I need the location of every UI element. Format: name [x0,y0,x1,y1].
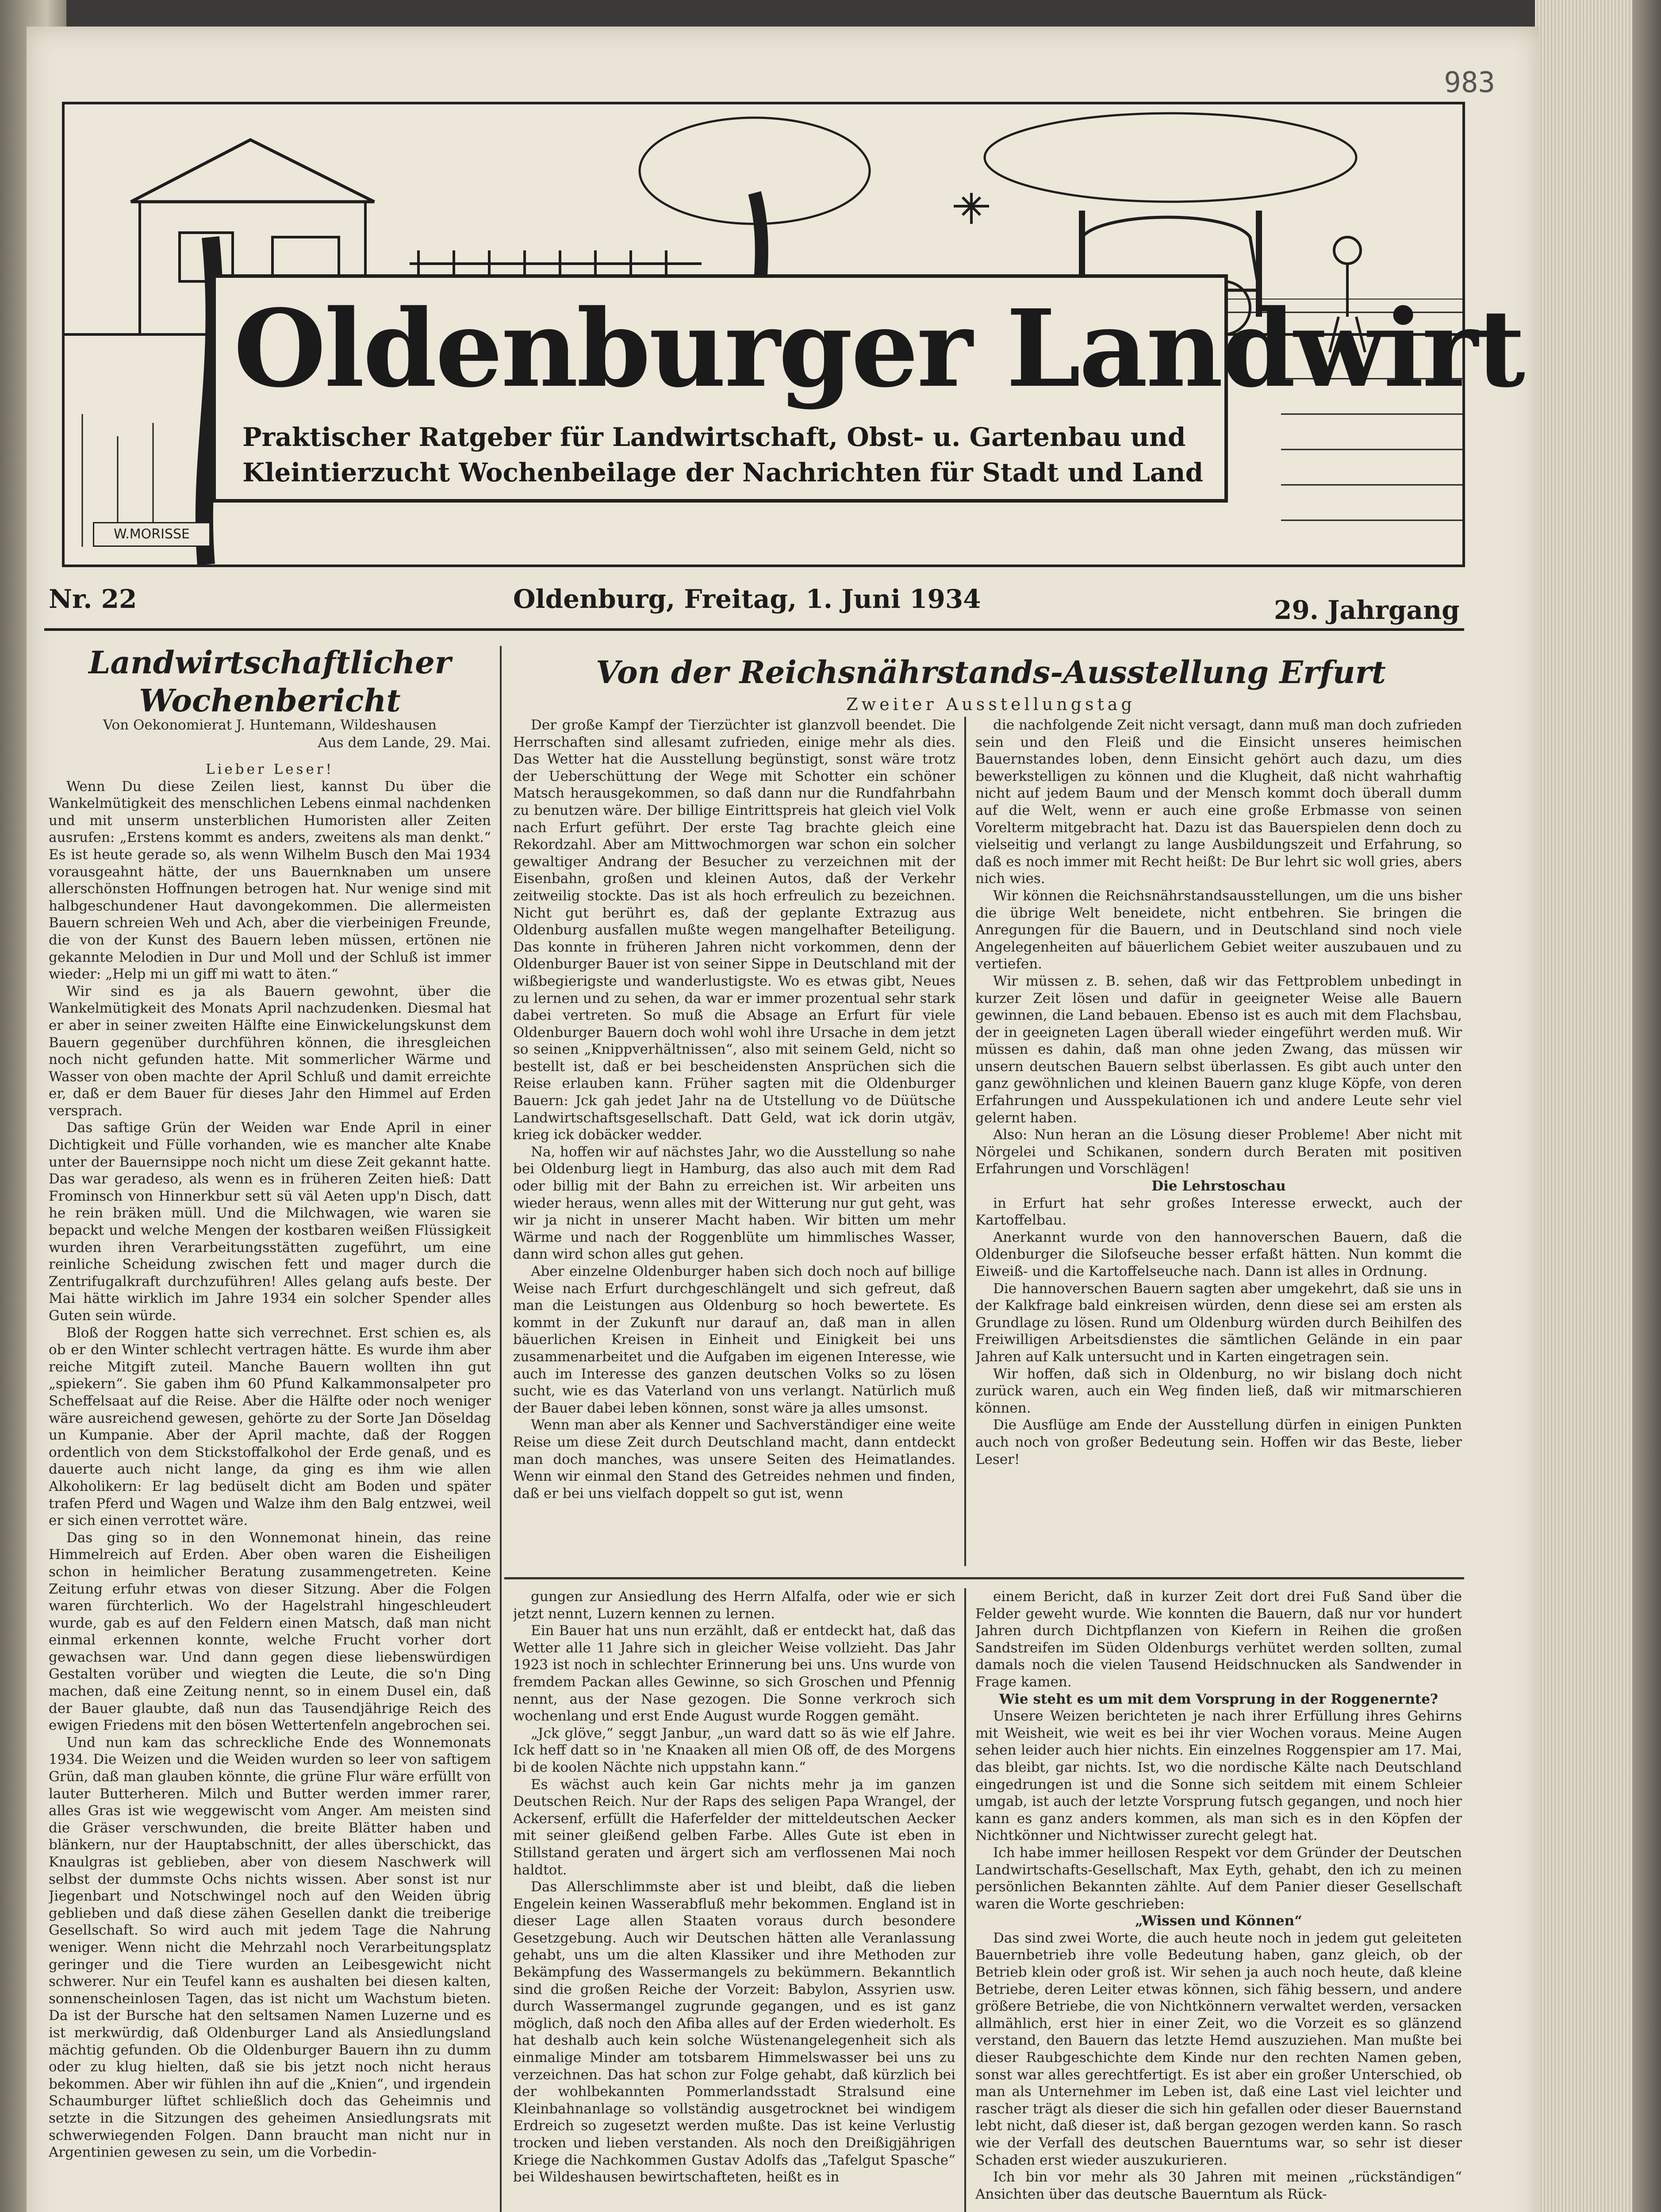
main-article-subheading: Zweiter Ausstellungstag [846,695,1135,714]
paragraph: Ich habe immer heillosen Respekt vor dem Gründer der Deutschen Landwirtschafts-Gesellschaft, Max Eyth, gehabt, den ich zu meinen persönlichen Bekannten zählte. Auf dem Panier dieser Gesellschaft waren die Worte geschrieben: [975,1844,1462,1912]
artist-signature: W.MORISSE [93,522,211,547]
paragraph: Unsere Weizen berichteten je nach ihrer Erfüllung ihres Gehirns mit Weisheit, wie weit es bei ihr vier Wochen voraus. Meine Augen sehen leider auch hier nichts. Ein einzelnes Roggenspier am 17. Mai, das bleibt, gar nichts. Ist, wo die nordische Kälte nach Deutschland eingedrungen ist und die Sonne sich seitdem mit einem Schleier umgab, ist auch der letzte Vorsprung futsch gegangen, und noch hier kann es ganz anders kommen, als man sich es in den Köpfen der Nichtkönner und Nichtwisser zurecht gelegt hat. [975,1708,1462,1844]
paragraph: Die hannoverschen Bauern sagten aber umgekehrt, daß sie uns in der Kalkfrage bald einkreisen würden, denn diese sei am ersten als Grundlage zu lösen. Rund um Oldenburg würden durch Beihilfen des Freiwilligen Arbeitsdienstes die sämtlichen Gelände in ein paar Jahren auf Kalk untersucht und in Karten eingetragen sein. [975,1280,1462,1365]
paragraph: Und nun kam das schreckliche Ende des Wonnemonats 1934. Die Weizen und die Weiden wurden so leer von saftigem Grün, daß man glauben könnte, die grüne Flur wäre erfüllt von lauter Butterheren. Milch und Butter werden immer rarer, alles Gras ist wie weggewischt vom Anger. Am meisten sind die Gräser verschwunden, die breite Blätter haben und blänkern, nur der Hauptabschnitt, der alles überschickt, das Knaulgras ist geblieben, aber von diesem Naschwerk will selbst der dummste Ochs nichts wissen. Aber sonst ist nur Jiegenbart und Notschwingel noch auf den Weiden übrig geblieben und daß diese zähen Gesellen dankt die treiberige Gesellschaft. So wird auch mit jedem Tage die Nahrung weniger. Wenn nicht die Mehrzahl noch Verarbeitungsplatz geringer und die Tiere wurden an Leibesgewicht nicht schwerer. Nur ein Teufel kann es aushalten bei diesen kalten, sonnenscheinlosen Tagen, das ist nicht um Wachstum bieten. Da ist der Bursche hat den seltsamen Namen Luzerne und es ist merkwürdig, daß Oldenburger Land als Ansiedlungsland mächtig gefunden. Ob die Oldenburger Bauern ihn zu dumm oder zu klug hielten, daß sie bis jetzt noch nicht heraus bekommen. Aber wir fühlen ihn auf die „Knien“, und irgendein Schaumburger lüftet schließlich doch das Geheimnis und setzte in die Sitzungen des geheimen Ansiedlungsrats mit schwerwiegenden Folgen. Dann braucht man nicht nur in Argentinien gewesen zu sein, um die Vorbedin- [49,1734,491,2161]
paragraph: Wenn man aber als Kenner und Sachverständiger eine weite Reise um diese Zeit durch Deutschland macht, dann entdeckt man doch manches, was unsere Seiten des Heimatlandes. Wenn wir einmal den Stand des Getreides nehmen und finden, daß er bei uns vielfach doppelt so gut ist, wenn [513,1417,955,1502]
paragraph: Das saftige Grün der Weiden war Ende April in einer Dichtigkeit und Fülle vorhanden, wie es mancher alte Knabe unter der Bauernsippe noch nicht um diese Zeit gekannt hatte. Das war geradeso, als wenn es in früheren Zeiten hieß: Datt Frominsch von Hinnerkbur sett sü väl Aeten upp'n Disch, datt he rein bräken müll. Und die Milchwagen, wie waren sie bepackt und welche Mengen der kostbaren weißen Flüssigkeit wurden ihren Verarbeitungsstätten zugeführt, um eine reinliche Scheidung zwischen fett und mager durch die Zentrifugalkraft durchzuführen! Alles gelang aufs beste. Der Mai hätte wirklich im Jahre 1934 ein solcher Spender alles Guten sein würde. [49,1120,491,1324]
paragraph: Wenn Du diese Zeilen liest, kannst Du über die Wankelmütigkeit des menschlichen Lebens einmal nachdenken und mit unserm unsterblichen Humoristen aller Zeiten ausrufen: „Erstens kommt es anders, zweitens als man denkt.“ Es ist heute gerade so, als wenn Wilhelm Busch den Mai 1934 vorausgeahnt hätte, der uns Bauernknaben um unsere allerschönsten Hoffnungen betrogen hat. Nur wenige sind mit halbgeschundener Haut davongekommen. Die allermeisten Bauern schreien Weh und Ach, aber die vierbeinigen Freunde, die von der Kunst des Bauern leben müssen, ertönen nie gekannte Melodien in Dur und Moll und der Schluß ist immer wieder: „Help mi un giff mi watt to äten.“ [49,778,491,983]
continued-column-2 [975,1588,1462,2212]
page-number: 983 [1444,66,1495,99]
paragraph: Anerkannt wurde von den hannoverschen Bauern, daß die Oldenburger die Silofseuche besser erfaßt hätten. Nun kommt die Eiweiß- und die Kartoffelseuche nach. Dann ist alles in Ordnung. [975,1229,1462,1279]
paragraph: Es wächst auch kein Gar nichts mehr ja im ganzen Deutschen Reich. Nur der Raps des seligen Papa Wrangel, der Ackersenf, erfüllt die Haferfelder der mitteldeutschen Aecker mit seiner gleißend gelben Farbe. Alles Gute ist eben in Stillstand geraten und ärgert sich am verflossenen Mai noch haldtot. [513,1776,955,1878]
paragraph: die nachfolgende Zeit nicht versagt, dann muß man doch zufrieden sein und den Fleiß und die Einsicht unseres heimischen Bauernstandes loben, denn Einsicht gehört auch dazu, um dies bewerkstelligen zu können und die Klugheit, daß nicht wahrhaftig nicht auf jedem Baum und der Mensch kommt doch überall dumm auf die Welt, wenn er auch eine große Erbmasse von seinen Vorelterm mitgebracht hat. Dazu ist das Bauerspielen denn doch zu vielseitig und verlangt zu lange Ausbildungszeit und Erfahrung, so daß es noch immer mit Recht heißt: De Bur lehrt sic woll gries, abers nich wies. [975,717,1462,887]
paragraph: Wir hoffen, daß sich in Oldenburg, no wir bislang doch nicht zurück waren, auch ein Weg finden ließ, daß wir mitmarschieren können. [975,1366,1462,1416]
masthead-title-box [212,274,1524,503]
paragraph: Der große Kampf der Tierzüchter ist glanzvoll beendet. Die Herrschaften sind allesamt zufrieden, einige mehr als dies. Das Wetter hat die Ausstellung begünstigt, sonst wäre trotz der Ueberschüttung der Wege mit Schotter ein schöner Matsch herausgekommen, so daß dann nur die Rundfahrbahn zu benutzen wäre. Der billige Eintrittspreis hat gleich viel Volk nach Erfurt geführt. Der erste Tag brachte gleich eine Rekordzahl. Aber am Mittwochmorgen war schon ein solcher gewaltiger Andrang der Besucher zu verzeichnen mit der Eisenbahn, großen und kleinen Autos, daß der Verkehr zeitweilig stockte. Das ist als hoch erfreulich zu bezeichnen. Nicht gut berührt es, daß der geplante Extrazug aus Oldenburg ausfallen mußte wegen mangelhafter Beteiligung. Das konnte in früheren Jahren nicht vorkommen, denn der Oldenburger Bauer ist von seiner Sippe in Deutschland mit der wißbegierigste und wanderlustigste. Wo es etwas gibt, Neues zu lernen und zu sehen, da war er immer prozentual sehr stark dabei vertreten. So muß die Absage an Erfurt für viele Oldenburger Bauern doch wohl wohl ihre Ursache in dem jetzt so seinen „Knippverhältnissen“, also mit seinem Geld, nicht so bestellt ist, daß er bei bescheidensten Ansprüchen sich die Reise erlauben kann. Früher sagten mit die Oldenburger Bauern: Jck gah jedet Jahr na de Utstellung vo de Düütsche Landwirtschaftsgesellschaft. Datt Geld, wat ick dorin utgäv, krieg ick dobäcker wedder. [513,717,955,1143]
paragraph: in Erfurt hat sehr großes Interesse erweckt, auch der Kartoffelbau. [975,1195,1462,1229]
newspaper-subtitle-line-2: Kleintierzucht Wochenbeilage der Nachrichten für Stadt und Land [242,457,1204,488]
section-subheading: Wie steht es um mit dem Vorsprung in der Roggenernte? [999,1691,1439,1707]
main-article-heading: Von der Reichsnährstands-Ausstellung Erfurt [596,654,1386,691]
paragraph: Ein Bauer hat uns nun erzählt, daß er entdeckt hat, daß das Wetter alle 11 Jahre sich in gleicher Weise vollzieht. Das Jahr 1923 ist noch in schlechter Erinnerung bei uns. Uns wurde von fremdem Packan alles Gewinne, so sich Groschen und Pfennig nennt, aus der Nase gezogen. Die Sonne verkroch sich wochenlang und erst Ende August wurde Roggen gemäht. [513,1623,955,1724]
issue-date: Oldenburg, Freitag, 1. Juni 1934 [513,584,981,614]
paragraph: Das Allerschlimmste aber ist und bleibt, daß die lieben Engelein keinen Wasserabfluß mehr bekommen. England ist in dieser Lage allen Staaten voraus durch besondere Gesetzgebung. Auch wir Deutschen hätten alle Veranlassung gehabt, uns um die alten Klassiker und ihre Methoden zur Bekämpfung des Wassermangels zu bekümmern. Bekanntlich sind die großen Reiche der Vorzeit: Babylon, Assyrien usw. durch Wassermangel zugrunde gegangen, und es ist ganz möglich, daß noch den Afiba alles auf der Erden wiederholt. Es hat deshalb auch kein solche Wüstenangelegenheit sich als einmalige Minder am totsbarem Himmelswasser bei uns zu verzeichnen. Das hat schon zur Folge gehabt, daß kürzlich bei der wohlbekannten Pommerlandsstadt Stralsund eine Kleinbahnanlage so vollständig ausgetrocknet bei windigem Erdreich so zugesetzt werden mußte. Das ist keine Verlustig trocken und lieben verstanden. Als noch den Dreißigjährigen Kriege die Nachkommen Gustav Adolfs das „Tafelgut Spasche“ bei Wildeshausen bewirtschafteten, heißt es in [513,1879,955,2185]
column-rule [964,1588,966,2212]
paragraph: Wir können die Reichsnährstandsausstellungen, um die uns bisher die übrige Welt beneidete, nicht entbehren. Sie bringen die Anregungen für die Bauern, und in Deutschland sind noch viele Angelegenheiten auf bäuerlichem Gebiet weiter auszubauen und zu vertiefen. [975,887,1462,972]
paragraph: „Jck glöve,“ seggt Janbur, „un ward datt so äs wie elf Jahre. Ick heff datt so in 'ne Knaaken all mien Oß off, de des Morgens bi de koolen Nächte nich uppstahn kann.“ [513,1725,955,1775]
column-rule [500,646,502,2212]
main-article-column-1 [513,717,955,1566]
paragraph: Das ging so in den Wonnemonat hinein, das reine Himmelreich auf Erden. Aber oben waren die Eisheiligen schon in heimlicher Beratung zusammengetreten. Keine Zeitung erfuhr etwas von dieser Sitzung. Aber die Folgen waren fürchterlich. Wo der Hagelstrahl hingeschleudert wurde, gab es auf den Feldern einen Matsch, daß man nicht einmal erkennen konnte, welche Frucht vorher dort gewachsen war. Und dann gegen diese liebenswürdigen Gestalten vorüber und wiegten die Leute, die so'n Ding machen, daß eine Zeitung nennt, so in einem Dusel ein, daß der Bauer glaubte, daß nun das Tausendjährige Reich des ewigen Friedens mit den bösen Wettertenfeln angebrochen sei. [49,1529,491,1734]
volume-year: 29. Jahrgang [1274,595,1460,625]
paragraph: einem Bericht, daß in kurzer Zeit dort drei Fuß Sand über die Felder geweht wurde. Wie konnten die Bauern, daß nur vor hundert Jahren durch Dichtpflanzen von Kiefern in Reihen die großen Sandstreifen im Süden Oldenburgs verhütet werden sollten, zumal damals noch die vielen Tausend Heidschnucken als Sandwender in Frage kamen. [975,1589,1462,1690]
section-subheading: Die Lehrstoschau [1151,1178,1286,1194]
header-rule [44,628,1464,631]
newspaper-subtitle-line-1: Praktischer Ratgeber für Landwirtschaft, Obst- u. Gartenbau und [242,422,1186,452]
page-stack-shadow [1632,0,1661,2212]
section-rule [504,1577,1464,1579]
left-article-byline: Von Oekonomierat J. Huntemann, Wildeshausen [103,717,437,733]
paragraph: Ich bin vor mehr als 30 Jahren mit meinen „rückständigen“ Ansichten über das deutsche Bauerntum als Rück- [975,2169,1462,2202]
newspaper-title: Oldenburger Landwirt [234,286,1524,411]
column-rule [964,717,966,1566]
paragraph: Also: Nun heran an die Lösung dieser Probleme! Aber nicht mit Nörgelei und Schikanen, sondern durch Beraten mit positiven Erfahrungen und Vorschlägen! [975,1127,1462,1177]
paragraph: Na, hoffen wir auf nächstes Jahr, wo die Ausstellung so nahe bei Oldenburg liegt in Hamburg, das also auch mit dem Rad oder billig mit der Bahn zu erreichen ist. Wir arbeiten uns wieder heraus, wenn alles mit der Witterung nur gut geht, was wir ja nicht in unserer Macht haben. Wir bitten um mehr Wärme und nach der Roggenblüte um himmlisches Wasser, dann wird schon alles gut gehen. [513,1144,955,1263]
salutation: Lieber Leser! [205,761,334,777]
paragraph: Bloß der Roggen hatte sich verrechnet. Erst schien es, als ob er den Winter schlecht vertragen hätte. Es wurde ihm aber reiche Mitgift zuteil. Manche Bauern wollten ihn gut „spiekern“. Sie gaben ihm 60 Pfund Kalkammonsalpeter pro Scheffelsaat auf die Reise. Aber die Hälfte oder noch weniger wäre ausreichend gewesen, gehörte zu der Sorte Jan Döseldag un Kumpanie. Aber der April machte, daß der Roggen ordentlich von dem Stickstoffalkohol der Erde genaß, und es dauerte auch nicht lange, da ging es ihm wie allen Alkoholikern: Er lag bedüselt dicht am Boden und später trafen Pferd und Wagen und Walze ihm den Balg entzwei, weil er sich einen verrottet wäre. [49,1325,491,1529]
left-article-heading: Landwirtschaftlicher Wochenbericht [88,644,451,719]
motto: „Wissen und Können“ [1135,1913,1303,1929]
left-article-place-date: Aus dem Lande, 29. Mai. [318,735,491,751]
paragraph: gungen zur Ansiedlung des Herrn Alfalfa, oder wie er sich jetzt nennt, Luzern kennen zu lernen. [513,1589,955,1622]
continued-column-1 [513,1588,955,2212]
paragraph: Wir müssen z. B. sehen, daß wir das Fettproblem unbedingt in kurzer Zeit lösen und dafür in geeigneter Weise alle Bauern gewinnen, die Land bebauen. Ebenso ist es auch mit dem Flachsbau, der in geeigneten Lagen überall wieder eingeführt werden muß. Wir müssen es dahin, daß man ohne jeden Zwang, das müssen wir unsern deutschen Bauern selbst überlassen. Es gibt auch unter den ganz gewöhnlichen und kleinen Bauern ganz kluge Köpfe, von deren Erfahrungen und Ausspekulationen ich und andere Leute sehr viel gelernt haben. [975,973,1462,1126]
paragraph: Das sind zwei Worte, die auch heute noch in jedem gut geleiteten Bauernbetrieb ihre volle Bedeutung haben, ganz gleich, ob der Betrieb klein oder groß ist. Wir sehen ja auch noch heute, daß kleine Betriebe, deren Leiter etwas können, sich fähig bessern, und andere größere Betriebe, die von Nichtkönnern verwaltet werden, versacken allmählich, erst hier in einer Zeit, wo die Vorzeit es so glänzend verstand, den Bauern das letzte Hemd auszuziehen. Man mußte bei dieser Raubgeschichte dem Kinde nur den rechten Namen geben, sonst war alles gerechtfertigt. Es ist aber ein großer Unterschied, ob man als Unternehmer im Leben ist, daß eine Last viel leichter und rascher trägt als dieser die sich hin gefallen oder dieser Bauernstand lebt nicht, daß dieser ist, daß bergan gezogen werden kann. So rasch wie der Verfall des deutschen Bauerntums war, so sehr ist dieser Schaden erst wieder auszukurieren. [975,1930,1462,2168]
paragraph: Aber einzelne Oldenburger haben sich doch noch auf billige Weise nach Erfurt durchgeschlängelt und sich gefreut, daß man die Leistungen aus Oldenburg so hoch bewertete. Es kommt in der Zukunft nur darauf an, daß man in allen bäuerlichen Kreisen in Einheit und Einigkeit bei uns zusammenarbeitet und die Aufgaben im eigenen Interesse, wie auch im Interesse des ganzen deutschen Volks so zu lösen sucht, wie es das Vaterland von uns verlangt. Natürlich muß der Bauer dabei leben können, sonst wäre ja alles umsonst. [513,1263,955,1416]
paragraph: Wir sind es ja als Bauern gewohnt, über die Wankelmütigkeit des Monats April nachzudenken. Diesmal hat er aber in seiner zweiten Hälfte eine Einwickelungskunst dem Bauern gegenüber durchführen können, die ihresgleichen noch nicht gefunden hatte. Mit sommerlicher Wärme und Wasser von oben machte der April Schluß und damit erreichte er, daß er dem Bauer für dieses Jahr den Himmel auf Erden versprach. [49,983,491,1119]
left-article-body [49,761,491,2212]
main-article-column-2 [975,717,1462,1566]
paragraph: Die Ausflüge am Ende der Ausstellung dürfen in einigen Punkten auch noch von großer Bedeutung sein. Hoffen wir das Beste, lieber Leser! [975,1417,1462,1467]
issue-number: Nr. 22 [49,584,137,614]
